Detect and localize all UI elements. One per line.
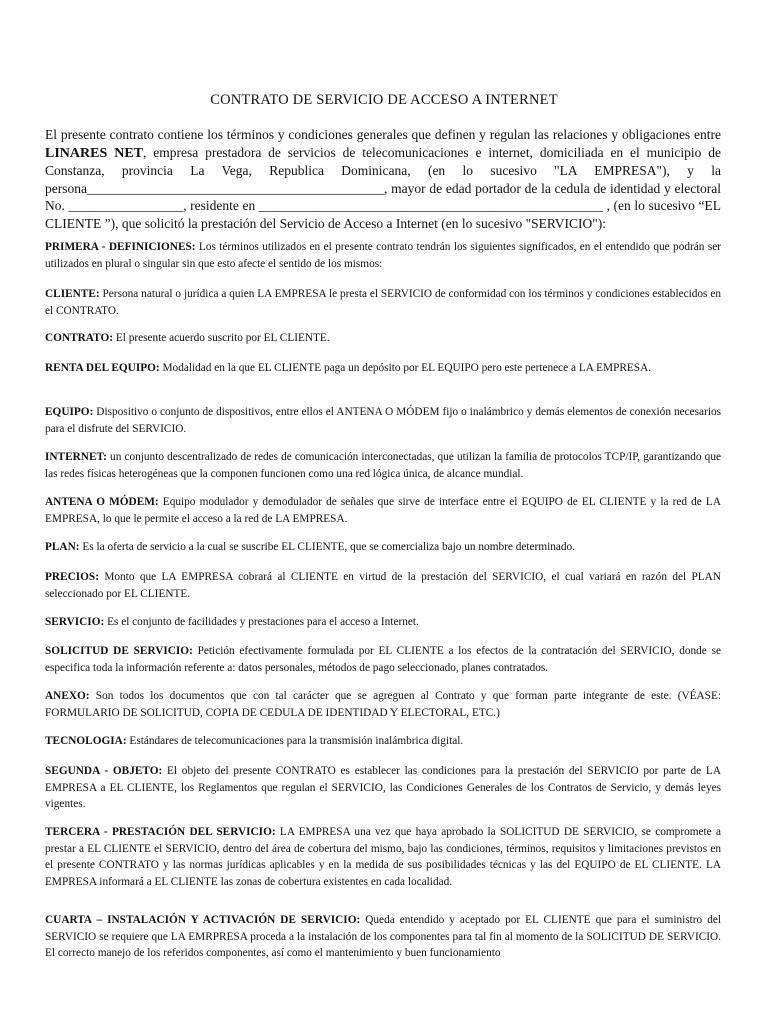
clause-heading: ANEXO: [45, 690, 90, 702]
clause-heading: INTERNET: [45, 451, 107, 463]
definition-plan [45, 539, 721, 556]
definition-equipo [45, 404, 721, 437]
clause-text: Es la oferta de servicio a la cual se suscribe EL CLIENTE, que se comercializa bajo un nombre determinado. [79, 541, 576, 553]
clause-heading: PRECIOS: [45, 571, 99, 583]
definition-anexo [45, 688, 721, 721]
company-name: LINARES NET [45, 145, 144, 161]
definition-tecnologia [45, 733, 721, 750]
definition-antena-modem [45, 494, 721, 527]
clause-text: Estándares de telecomunicaciones para la transmisión inalámbrica digital. [126, 735, 464, 747]
definition-cliente [45, 286, 721, 319]
document-title: CONTRATO DE SERVICIO DE ACCESO A INTERNET [210, 92, 558, 108]
clause-text: El presente acuerdo suscrito por EL CLIENTE. [113, 332, 330, 344]
clause-heading: CUARTA – INSTALACIÓN Y ACTIVACIÓN DE SERVICIO: [45, 914, 361, 926]
clause-heading: SOLICITUD DE SERVICIO: [45, 645, 193, 657]
clause-cuarta [45, 912, 721, 962]
clause-heading: CLIENTE: [45, 288, 100, 300]
definition-contrato [45, 330, 721, 347]
intro-text-2: , empresa prestadora de servicios de telecomunicaciones e internet, domiciliada en el municipio de Constanza, provincia La Vega, Republica Dominicana, (en lo sucesivo "LA EMPRESA"), y la persona____________________________________________, mayor de edad portador de la cedula de identidad y electoral No. _________________, residente en ___________________________________________________ , (en lo sucesivo “EL CLIENTE ”), que solicitó la prestación del Servicio de Acceso a Internet (en lo sucesivo "SERVICIO"): [45, 144, 721, 231]
clause-text: un conjunto descentralizado de redes de comunicación interconectadas, que utilizan la familia de protocolos TCP/IP, garantizando que las redes físicas heterogéneas que la componen funcionen como una red lógica única, de alcance mundial. [45, 451, 721, 480]
clause-heading: PRIMERA - DEFINICIONES: [45, 241, 196, 253]
clause-heading: RENTA DEL EQUIPO: [45, 362, 160, 374]
clause-text: Es el conjunto de facilidades y prestaciones para el acceso a Internet. [104, 616, 419, 628]
clause-tercera [45, 824, 721, 890]
clause-heading: TERCERA - PRESTACIÓN DEL SERVICIO: [45, 826, 276, 838]
clause-heading: ANTENA O MÓDEM: [45, 496, 159, 508]
clause-text: Equipo modulador y demodulador de señales que sirve de interface entre el EQUIPO de EL CLIENTE y la red de LA EMPRESA, lo que le permite el acceso a la red de LA EMPRESA. [45, 496, 721, 525]
clause-heading: CONTRATO: [45, 332, 113, 344]
definition-internet [45, 449, 721, 482]
intro-text-1: El presente contrato contiene los términos y condiciones generales que definen y regulan las relaciones y obligaciones entre [45, 127, 721, 142]
clause-text: Queda entendido y aceptado por EL CLIENTE que para el suministro del SERVICIO se requiere que LA EMRPRESA proceda a la instalación de los componentes para tal fin al momento de la SOLICITUD DE SERVICIO. El correcto manejo de los referidos componentes, así como el mantenimiento y buen funcionamiento [45, 914, 721, 959]
intro-paragraph [45, 126, 721, 233]
clause-segunda [45, 763, 721, 813]
definition-precios [45, 569, 721, 602]
clause-text: Modalidad en la que EL CLIENTE paga un depósito por EL EQUIPO pero este pertenece a LA EMPRESA. [159, 362, 652, 374]
clause-text: Dispositivo o conjunto de dispositivos, entre ellos el ANTENA O MÓDEM fijo o inalámbrico y demás elementos de conexión necesarios para el disfrute del SERVICIO. [45, 406, 721, 435]
definition-renta-equipo [45, 360, 721, 377]
clause-text: LA EMPRESA una vez que haya aprobado la SOLICITUD DE SERVICIO, se compromete a prestar a EL CLIENTE el SERVICIO, dentro del área de cobertura del mismo, bajo las condiciones, términos, requisitos y limitaciones previstos en el presente CONTRATO y las normas jurídicas aplicables y en la medida de sus posibilidades técnicas y las del EQUIPO de EL CLIENTE. LA EMPRESA informará a EL CLIENTE las zonas de cobertura existentes en cada localidad. [45, 826, 722, 888]
clause-heading: SEGUNDA - OBJETO: [45, 765, 163, 777]
clause-heading: EQUIPO: [45, 406, 94, 418]
definition-solicitud-servicio [45, 643, 721, 676]
clause-heading: TECNOLOGIA: [45, 735, 127, 747]
clause-heading: PLAN: [45, 541, 80, 553]
clause-primera [45, 239, 721, 272]
clause-text: Son todos los documentos que con tal carácter que se agreguen al Contrato y que forman parte integrante de este. (VÉASE: FORMULARIO DE SOLICITUD, COPIA DE CEDULA DE IDENTIDAD Y ELECTORAL, ETC.) [45, 690, 721, 719]
clause-heading: SERVICIO: [45, 616, 105, 628]
clause-text: Los términos utilizados en el presente contrato tendrán los siguientes significados, en el entendido que podrán ser utilizados en plural o singular sin que esto afecte el sentido de los mismos: [45, 241, 721, 270]
clause-text: El objeto del presente CONTRATO es establecer las condiciones para la prestación del SERVICIO por parte de LA EMPRESA a EL CLIENTE, los Reglamentos que regulan el SERVICIO, las Condiciones Generales de los Contratos de Servicio, y demás leyes vigentes. [45, 765, 721, 810]
clause-text: Monto que LA EMPRESA cobrará al CLIENTE en virtud de la prestación del SERVICIO, el cual variará en razón del PLAN seleccionado por EL CLIENTE. [45, 571, 721, 600]
definition-servicio [45, 614, 721, 631]
clause-text: Persona natural o jurídica a quien LA EMPRESA le presta el SERVICIO de conformidad con los términos y condiciones establecidos en el CONTRATO. [45, 288, 721, 317]
clause-text: Petición efectivamente formulada por EL CLIENTE a los efectos de la contratación del SERVICIO, donde se especifica toda la información referente a: datos personales, métodos de pago seleccionado, planes contratados. [45, 645, 721, 674]
